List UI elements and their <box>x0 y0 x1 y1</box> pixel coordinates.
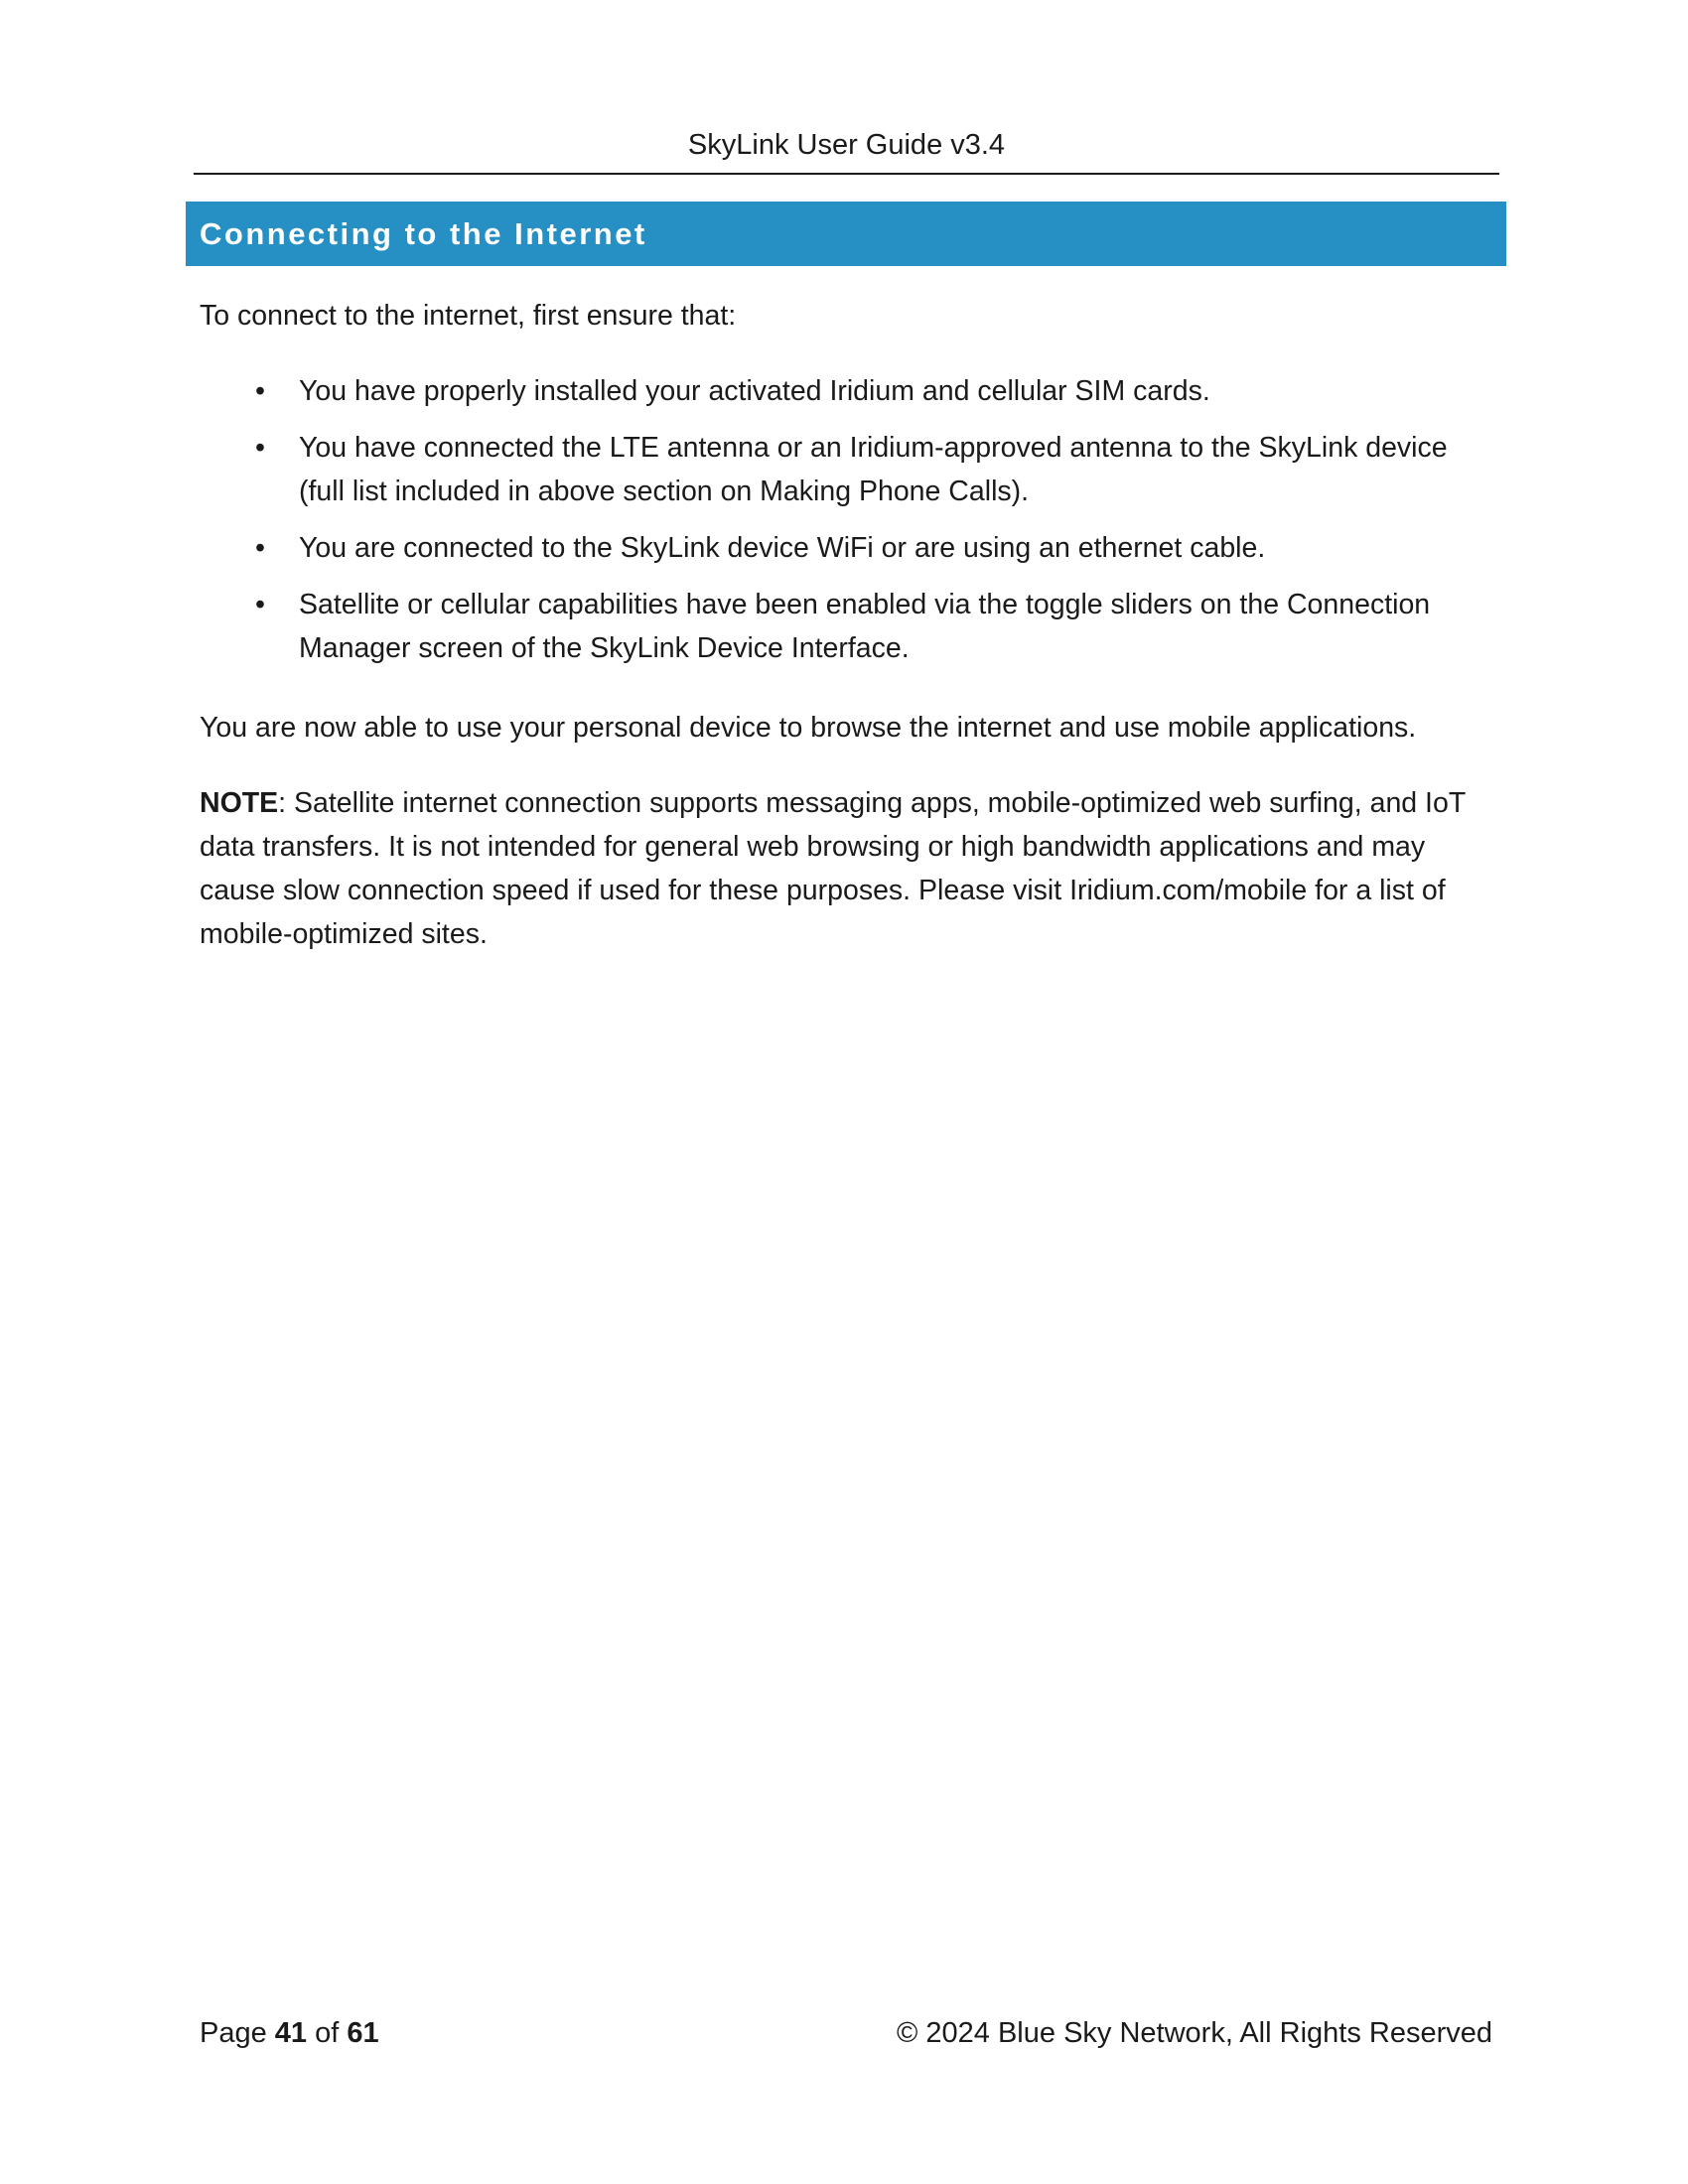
page-of: of <box>315 2017 340 2049</box>
result-paragraph: You are now able to use your personal device to browse the internet and use mobile applications. <box>200 712 1417 744</box>
list-item-text: You have connected the LTE antenna or an Iridium-approved antenna to the SkyLink device (full list included in above section on Making Phone Calls). <box>299 432 1448 507</box>
note-text: : Satellite internet connection supports messaging apps, mobile-optimized web surfing, and IoT data transfers. It is not intended for general web browsing or high bandwidth applications and may cause slow connection speed if used for these purposes. Please visit Iridium.com/mobile for a list of mobile-optimized sites. <box>200 787 1466 950</box>
note-label: NOTE <box>200 787 279 819</box>
bullet-icon: • <box>255 375 265 407</box>
requirements-list <box>200 369 1490 670</box>
list-item <box>200 426 1490 513</box>
page-prefix: Page <box>200 2017 267 2049</box>
page-content <box>200 294 1490 956</box>
running-header: SkyLink User Guide v3.4 <box>687 129 1006 161</box>
list-item <box>200 369 1490 413</box>
header-rule <box>194 173 1499 175</box>
note-paragraph <box>200 781 1485 956</box>
page-current: 41 <box>274 2017 308 2049</box>
section-title: Connecting to the Internet <box>200 216 647 251</box>
bullet-icon: • <box>255 532 265 564</box>
copyright-notice: © 2024 Blue Sky Network, All Rights Reserved <box>896 2017 1492 2049</box>
page-total: 61 <box>347 2017 379 2049</box>
list-item-text: You have properly installed your activated Iridium and cellular SIM cards. <box>299 375 1210 407</box>
list-item-text: Satellite or cellular capabilities have been enabled via the toggle sliders on the Connection Manager screen of the SkyLink Device Interface. <box>299 589 1431 664</box>
bullet-icon: • <box>255 432 265 464</box>
list-item <box>200 526 1490 570</box>
intro-paragraph: To connect to the internet, first ensure that: <box>200 300 737 332</box>
bullet-icon: • <box>255 589 265 620</box>
section-heading-bar <box>186 202 1506 266</box>
list-item <box>200 583 1490 670</box>
page-number <box>200 2013 379 2053</box>
list-item-text: You are connected to the SkyLink device WiFi or are using an ethernet cable. <box>299 532 1266 564</box>
